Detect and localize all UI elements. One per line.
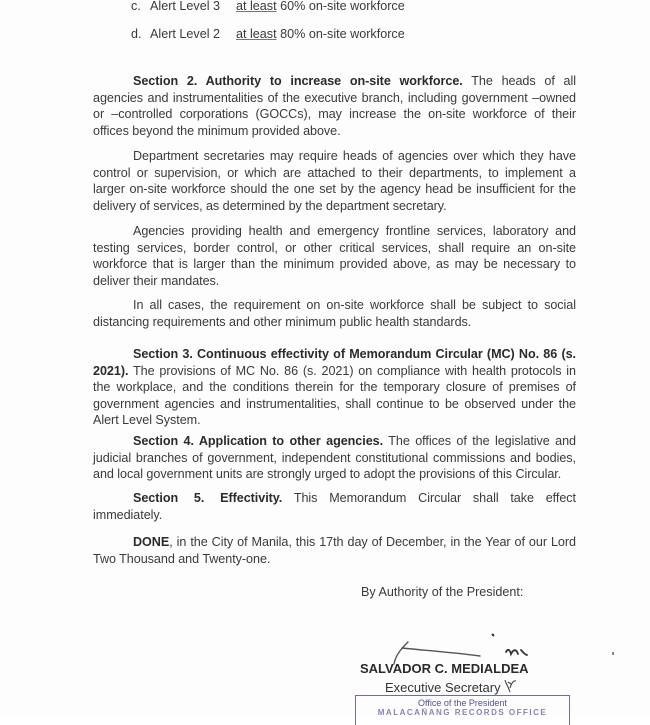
requirement: 80% on-site workforce [280,27,405,41]
section-heading: Section 5. Effectivity. [133,491,283,505]
initial-mark-icon [502,676,518,694]
paragraph-frontline: Agencies providing health and emergency frontline services, laboratory and testing services, border control, or other critical services, shall require an on-site workforce that is larger than the minimum provided above, as may be necessary to deliver their mandates. [93,224,576,288]
qualifier: at least [236,0,277,13]
section-body: This Memorandum Circular shall take effect immediately. [93,491,577,522]
section-body: The offices of the legislative and judicial branches of government, independent constitutional commissions and bodies, and local government units are strongly urged to adopt the provisions of this Circular. [93,434,576,482]
section-body: The provisions of MC No. 86 (s. 2021) on compliance with health protocols in the workplace, and the conditions therein for the temporary closure of premises of government agencies and instrumentalities, shall continue to be observed under the Alert Level System. [93,363,576,428]
section-body: The heads of all agencies and instrumentalities of the executive branch, including government –owned or –controlled corporations (GOCCs), may increase the on-site workforce of their offices beyond the minimum provided above. [93,74,576,138]
stamp-line-office: Office of the President [418,698,507,708]
requirement: 60% on-site workforce [280,0,405,13]
section-2 [93,73,576,139]
records-office-stamp [355,695,570,725]
alert-level-label: Alert Level 2 [150,27,221,41]
authority-line: By Authority of the President: [361,585,524,599]
list-letter: c. [131,0,141,13]
qualifier: at least [236,27,277,41]
done-body: , in the City of Manila, this 17th day of December, in the Year of our Lord Two Thousand and Twenty-one. [93,535,576,566]
signatory-title: Executive Secretary [385,680,501,695]
section-4 [93,433,576,483]
done-heading: DONE [133,535,170,549]
signatory-name: SALVADOR C. MEDIALDEA [360,661,529,676]
stamp-line-records: MALACAÑANG RECORDS OFFICE [377,708,548,717]
speck [612,652,614,655]
done-paragraph [93,534,576,567]
section-heading: Section 3. Continuous effectivity of Memorandum Circular (MC) No. 86 (s. 2021). [93,347,576,378]
alert-level-label: Alert Level 3 [150,0,221,13]
paragraph-all-cases: In all cases, the requirement on on-site workforce shall be subject to social distancing requirements and other minimum public health standards. [93,298,576,329]
section-heading: Section 4. Application to other agencies. [133,434,384,448]
section-5 [93,490,576,523]
list-letter: d. [131,27,142,41]
section-heading: Section 2. Authority to increase on-site workforce. [133,74,463,88]
paragraph-dept-secretaries: Department secretaries may require heads of agencies over which they have control or supervision, or which are attached to their departments, to implement a larger on-site workforce should the one set by the agency head be insufficient for the delivery of services, as determined by the department secretary. [93,149,576,213]
section-3 [93,346,576,429]
alert-level-item [131,0,405,14]
alert-level-item [131,26,405,42]
